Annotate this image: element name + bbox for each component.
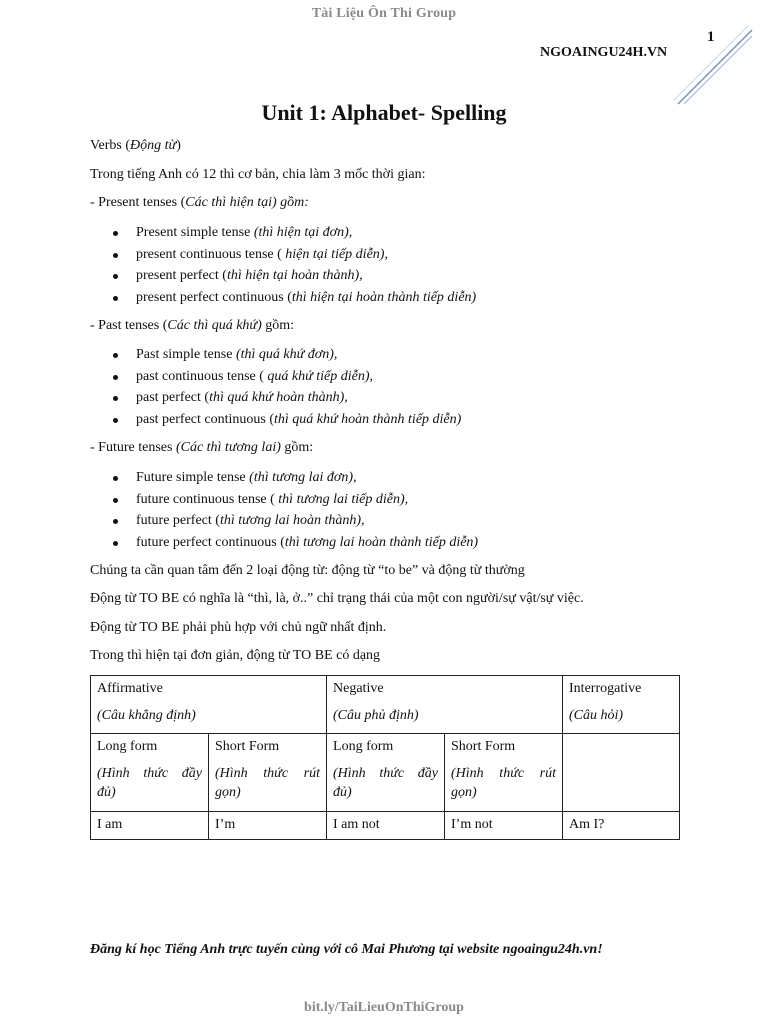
subheader-cell — [209, 734, 327, 812]
list-item — [90, 489, 478, 511]
site-header: NGOAINGU24H.VN — [540, 45, 668, 60]
subheader-cell-empty — [563, 734, 680, 812]
group-lead-italic: (Các thì tương lai) — [175, 440, 281, 455]
group-lead-italic: Các thì quá khứ) — [167, 318, 262, 333]
header-cell-interrogative — [563, 676, 680, 734]
subheader-sub: (Hình thức rút — [451, 766, 557, 781]
header-cell-affirmative — [91, 676, 327, 734]
list-item — [90, 287, 476, 309]
verbs-line — [90, 138, 181, 154]
subheader-sub-end: gọn) — [215, 785, 241, 800]
item-italic: (thì quá khứ đơn), — [235, 347, 338, 362]
item-text: past perfect ( — [136, 390, 210, 406]
item-text: Future simple tense — [136, 470, 250, 485]
present-tenses-list — [90, 222, 476, 309]
item-italic: thì quá khứ hoàn thành), — [209, 390, 348, 406]
header-cell-negative — [327, 676, 563, 734]
list-item — [90, 222, 476, 244]
verbs-prefix: Verbs ( — [90, 138, 131, 153]
group-lead-suffix: gồm: — [280, 440, 314, 455]
corner-decoration-icon — [672, 24, 756, 108]
table-cell: I am — [91, 812, 209, 840]
subheader-sub: (Hình thức đầy — [333, 766, 439, 781]
header-sub: (Câu phủ định) — [333, 708, 419, 723]
table-cell: I’m not — [445, 812, 563, 840]
subheader-label: Long form — [97, 739, 158, 754]
group-header: Tài Liệu Ôn Thi Group — [311, 6, 457, 21]
subheader-sub: (Hình thức rút — [215, 766, 321, 781]
table-cell: I’m — [209, 812, 327, 840]
header-label: Negative — [333, 681, 384, 696]
page-number: 1 — [707, 29, 715, 45]
list-item — [90, 467, 478, 489]
group-lead: - Present tenses ( — [90, 195, 186, 210]
header-sub: (Câu khẳng định) — [97, 708, 196, 723]
verbs-suffix: ) — [176, 138, 181, 153]
item-italic: thì hiện tại hoàn thành tiếp diễn) — [291, 290, 477, 306]
future-tenses-list — [90, 467, 478, 554]
subheader-sub: (Hình thức đầy — [97, 766, 202, 781]
header-label: Affirmative — [97, 681, 163, 696]
list-item — [90, 366, 461, 388]
item-italic: (thì hiện tại đơn), — [253, 225, 353, 240]
list-item — [90, 510, 478, 532]
item-italic: hiện tại tiếp diễn), — [285, 246, 388, 262]
table-cell: Am I? — [563, 812, 680, 840]
item-text: future continuous tense ( — [136, 491, 279, 507]
verbs-italic: Động từ — [130, 138, 177, 153]
subheader-cell — [445, 734, 563, 812]
list-item — [90, 409, 461, 431]
subheader-label: Long form — [333, 739, 394, 754]
item-text: past continuous tense ( — [136, 368, 268, 384]
subheader-sub-end: đủ) — [333, 785, 352, 800]
item-text: present perfect continuous ( — [136, 290, 292, 306]
group-lead: - Future tenses — [90, 440, 176, 455]
paragraph: Động từ TO BE có nghĩa là “thì, là, ở..” chỉ trạng thái của một con người/sự vật/sự việc. — [90, 591, 584, 606]
item-text: future perfect continuous ( — [136, 535, 285, 551]
list-item — [90, 387, 461, 409]
item-italic: thì tương lai hoàn thành tiếp diễn) — [284, 535, 479, 551]
group-lead: - Past tenses ( — [90, 318, 168, 333]
subheader-label: Short Form — [215, 739, 280, 754]
page-title: Unit 1: Alphabet- Spelling — [261, 100, 507, 125]
item-text: Past simple tense — [136, 347, 236, 362]
footer-note: Đăng kí học Tiếng Anh trực tuyến cùng với cô Mai Phương tại website ngoaingu24h.vn! — [90, 942, 603, 957]
present-tenses-lead — [90, 195, 309, 211]
item-italic: thì quá khứ hoàn thành tiếp diễn) — [274, 412, 462, 428]
item-italic: thì hiện tại hoàn thành), — [226, 268, 363, 284]
item-text: future perfect ( — [136, 513, 220, 529]
paragraph: Động từ TO BE phải phù hợp với chủ ngữ nhất định. — [90, 620, 387, 635]
subheader-sub-end: gọn) — [451, 785, 477, 800]
table-row — [91, 812, 680, 840]
item-text: Present simple tense — [136, 225, 254, 240]
item-text: present continuous tense ( — [136, 246, 286, 262]
past-tenses-list — [90, 344, 461, 431]
list-item — [90, 532, 478, 554]
paragraph: Trong thì hiện tại đơn giản, động từ TO BE có dạng — [90, 648, 381, 663]
item-italic: (thì tương lai đơn), — [249, 470, 357, 485]
item-italic: thì tương lai hoàn thành), — [219, 513, 365, 529]
group-lead-suffix: gồm: — [261, 318, 295, 333]
table-cell: I am not — [327, 812, 445, 840]
header-label: Interrogative — [569, 681, 642, 696]
to-be-table — [90, 675, 680, 840]
table-header-row — [91, 676, 680, 734]
past-tenses-lead — [90, 318, 294, 334]
item-italic: thì tương lai tiếp diễn), — [278, 491, 409, 507]
list-item — [90, 265, 476, 287]
group-lead-italic: Các thì hiện tại) gồm: — [185, 195, 309, 210]
list-item — [90, 244, 476, 266]
item-text: present perfect ( — [136, 268, 227, 284]
table-subheader-row — [91, 734, 680, 812]
item-italic: quá khứ tiếp diễn), — [267, 368, 374, 384]
header-sub: (Câu hỏi) — [569, 708, 624, 723]
list-item — [90, 344, 461, 366]
subheader-cell — [91, 734, 209, 812]
item-text: past perfect continuous ( — [136, 412, 275, 428]
subheader-sub-end: đủ) — [97, 785, 116, 800]
subheader-label: Short Form — [451, 739, 516, 754]
paragraph: Chúng ta cần quan tâm đến 2 loại động từ: động từ “to be” và động từ thường — [90, 563, 525, 578]
subheader-cell — [327, 734, 445, 812]
future-tenses-lead — [90, 440, 313, 456]
intro-text: Trong tiếng Anh có 12 thì cơ bản, chia làm 3 mốc thời gian: — [90, 167, 426, 182]
footer-link[interactable]: bit.ly/TaiLieuOnThiGroup — [304, 1000, 464, 1015]
